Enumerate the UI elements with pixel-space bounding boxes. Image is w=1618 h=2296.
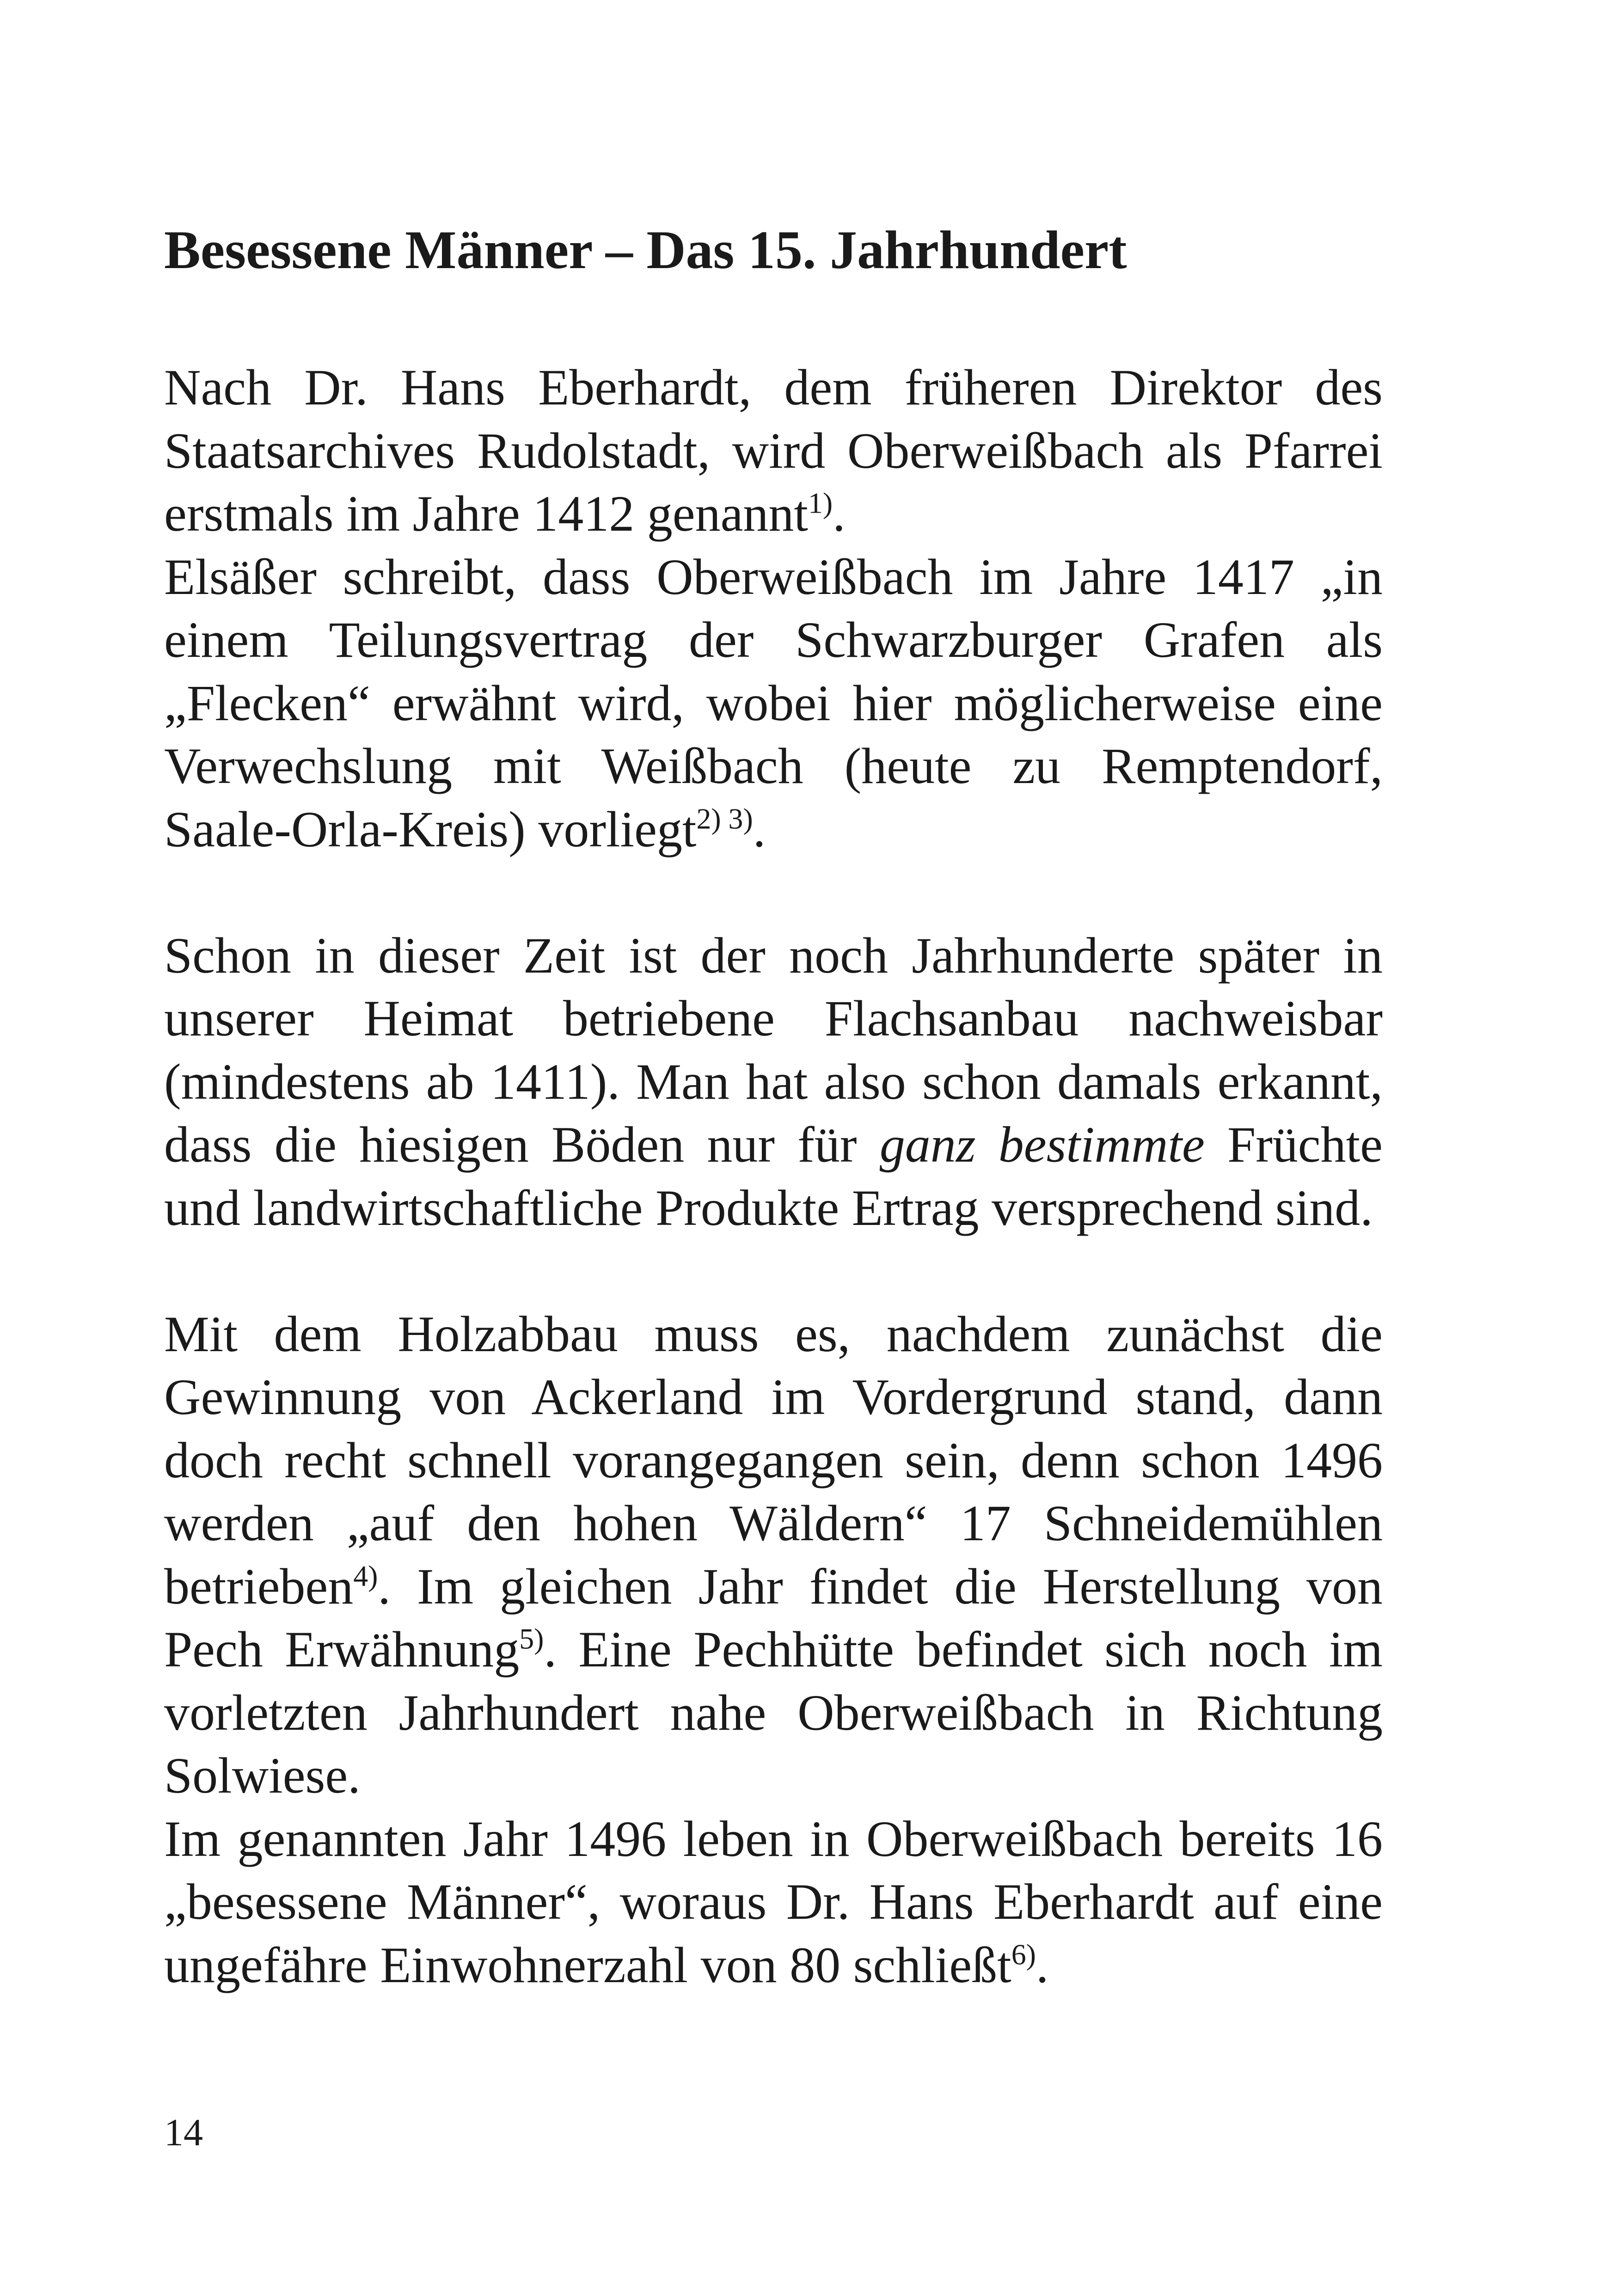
body-text [164,356,1383,1996]
paragraph-pfarrei [164,356,1383,545]
emphasis-text: ganz bestimmte [879,1116,1205,1173]
paragraph-text: . [833,485,846,542]
paragraph-text: Im genannten Jahr 1496 leben in Oberweißbach bereits 16 „besessene Männer“, woraus Dr. Hans Eberhardt auf eine ungefähre Einwohnerzahl von 80 schließt [164,1810,1383,1993]
paragraph-text: Elsäßer schreibt, dass Oberweißbach im Jahre 1417 „in einem Teilungsvertrag der Schwarzburger Grafen als „Flecken“ erwähnt wird, wobei hier möglicherweise eine Verwechslung mit Weißbach (heute zu Remptendorf, Saale-Orla-Kreis) vorliegt [164,548,1383,857]
footnote-ref: 4) [353,1559,378,1592]
page-number: 14 [164,2111,203,2154]
footnote-ref: 5) [519,1622,544,1655]
paragraph-text: Nach Dr. Hans Eberhardt, dem früheren Direktor des Staatsarchives Rudolstadt, wird Oberweißbach als Pfarrei erstmals im Jahre 1412 genannt [164,359,1383,542]
footnote-ref: 1) [808,486,833,520]
paragraph-text: Mit dem Holzabbau muss es, nachdem zunächst die Gewinnung von Ackerland im Vordergrund stand, dann doch recht schnell vorangegangen sein, denn schon 1496 werden „auf den hohen Wäldern“ 17 Schneidemühlen betrieben [164,1305,1383,1615]
footnote-ref: 6) [1011,1938,1036,1971]
paragraph-text: . [753,801,766,857]
page-heading: Besessene Männer – Das 15. Jahrhundert [164,220,1127,280]
paragraph-text: . Eine Pechhütte befindet sich noch im vorletzten Jahrhundert nahe Oberweißbach in Richtung Solwiese. [164,1621,1383,1804]
paragraph-teilungsvertrag [164,545,1383,861]
paragraph-text: Schon in dieser Zeit ist der noch Jahrhunderte später in unserer Heimat betriebene Flachsanbau nachweisbar (mindestens ab 1411). Man hat also schon damals erkannt, dass die hiesigen Böden nur für [164,927,1383,1173]
paragraph-flachsanbau [164,924,1383,1240]
paragraph-text: . [1036,1936,1049,1993]
paragraph-text: . Im gleichen Jahr findet die Herstellung von Pech Erwähnung [164,1558,1383,1678]
footnote-ref: 2) 3) [696,802,753,835]
paragraph-besessene-maenner [164,1807,1383,1997]
paragraph-text: Früchte und landwirtschaftliche Produkte Ertrag versprechend sind. [164,1116,1383,1236]
paragraph-holzabbau [164,1303,1383,1807]
